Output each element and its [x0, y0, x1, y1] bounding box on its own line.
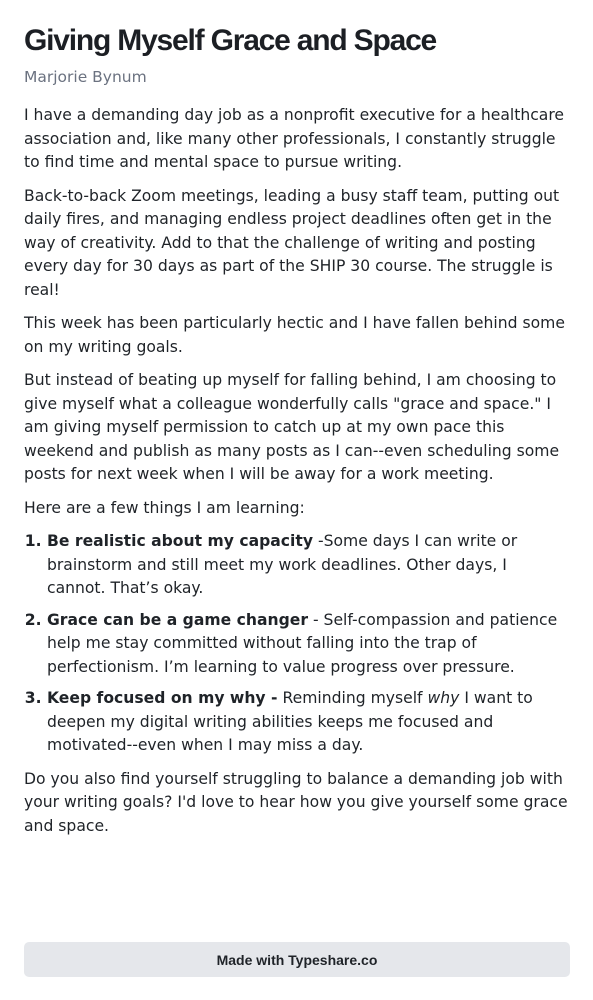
list-item-heading: Keep focused on my why -	[47, 689, 278, 707]
list-item	[47, 530, 570, 601]
list-item-heading: Grace can be a game changer	[47, 610, 309, 629]
lessons-list	[24, 530, 570, 758]
paragraph: But instead of beating up myself for falling behind, I am choosing to give myself what a colleague wonderfully calls "grace and space." I am giving myself permission to catch up at my own pace this weekend and publish as many posts as I can--even scheduling some posts for next week when I will be away for a work meeting.	[24, 371, 560, 483]
article-title: Giving Myself Grace and Space	[24, 24, 437, 57]
list-item	[47, 609, 570, 680]
paragraph: Here are a few things I am learning:	[24, 498, 305, 517]
article-body	[24, 104, 570, 838]
closing-paragraph: Do you also find yourself struggling to balance a demanding job with your writing goals? I'd love to hear how you give yourself some grace and space.	[24, 769, 568, 835]
paragraph: I have a demanding day job as a nonprofit executive for a healthcare association and, like many other professionals, I constantly struggle to find time and mental space to pursue writing.	[24, 106, 565, 171]
list-item	[47, 687, 570, 758]
author-name: Marjorie Bynum	[24, 68, 147, 86]
typeshare-badge-label: Made with Typeshare.co	[216, 951, 378, 968]
paragraph: This week has been particularly hectic and I have fallen behind some on my writing goals.	[24, 314, 565, 356]
list-item-text: - Self-compassion and patience help me stay committed without falling into the trap of perfectionism. I’m learning to value progress over pressure.	[47, 610, 558, 676]
list-item-text: I want to deepen my digital writing abilities keeps me focused and motivated--even when I may miss a day.	[47, 689, 533, 754]
list-item-text: Reminding myself	[277, 689, 428, 707]
list-item-text: -Some days I can write or brainstorm and still meet my work deadlines. Other days, I cannot. That’s okay.	[47, 532, 518, 597]
typeshare-badge[interactable]	[24, 942, 570, 977]
paragraph: Back-to-back Zoom meetings, leading a busy staff team, putting out daily fires, and managing endless project deadlines often get in the way of creativity. Add to that the challenge of writing and posting every day for 30 days as part of the SHIP 30 course. The struggle is real!	[24, 186, 560, 299]
article	[24, 22, 570, 848]
list-item-heading: Be realistic about my capacity	[47, 532, 314, 550]
list-item-emphasis: why	[427, 689, 460, 707]
